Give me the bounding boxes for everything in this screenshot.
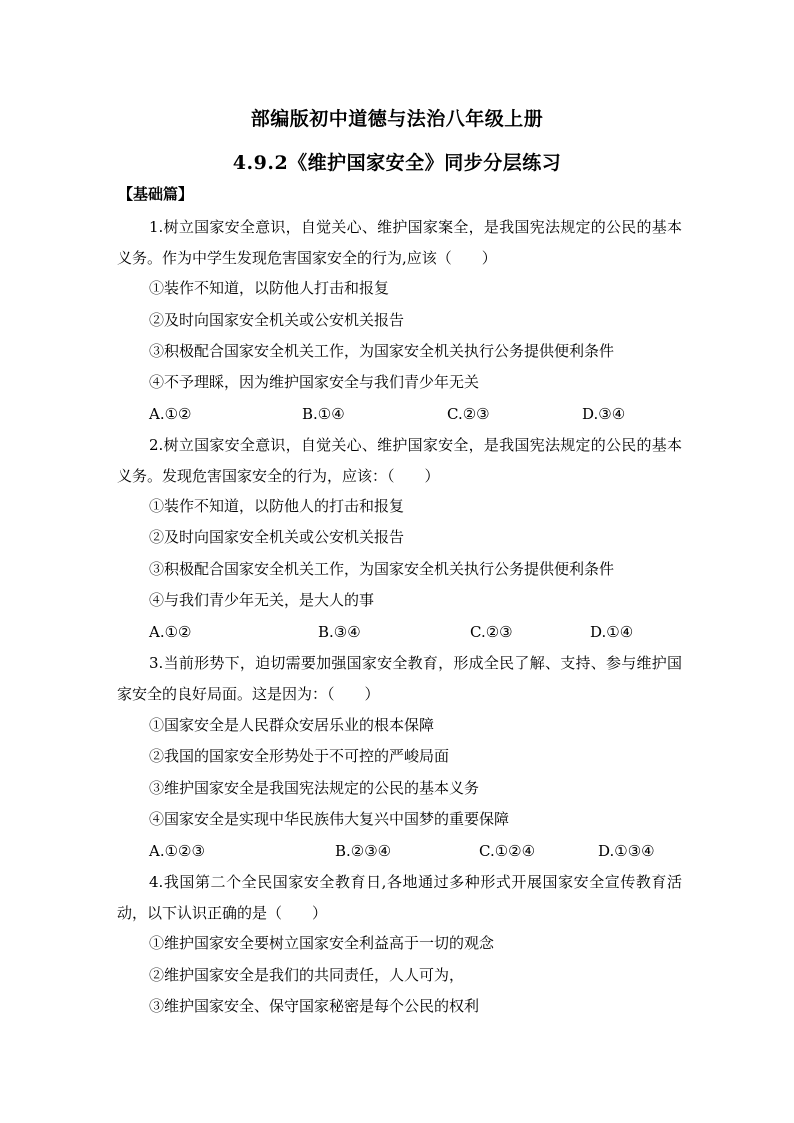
question-2-option-4: ④与我们青少年无关，是大人的事 [149,591,375,609]
question-3-option-2: ②我国的国家安全形势处于不可控的严峻局面 [149,747,450,765]
question-3-answer-c: C.①②④ [479,842,536,860]
question-2-stem: 2.树立国家安全意识，自觉关心、维护国家安全，是我国宪法规定的公民的基本义务。发现危害国家安全的行为，应该：（ ） [117,436,682,485]
question-3-option-4: ④国家安全是实现中华民族伟大复兴中国梦的重要保障 [149,810,510,828]
question-4-option-3: ③维护国家安全、保守国家秘密是每个公民的权利 [149,997,480,1015]
question-3-option-3: ③维护国家安全是我国宪法规定的公民的基本义务 [149,779,480,797]
question-2-answer-b: B.③④ [318,623,361,641]
question-2-option-2: ②及时向国家安全机关或公安机关报告 [149,528,405,546]
question-3-stem: 3.当前形势下，迫切需要加强国家安全教育，形成全民了解、支持、参与维护国家安全的良好局面。这是因为：（ ） [117,654,682,703]
question-1-answer-d: D.③④ [582,405,626,423]
question-1-answer-a: A.①② [149,405,192,423]
question-1-option-2: ②及时向国家安全机关或公安机关报告 [149,311,405,329]
question-3-option-1: ①国家安全是人民群众安居乐业的根本保障 [149,716,435,734]
question-1-stem: 1.树立国家安全意识，自觉关心、维护国家案全，是我国宪法规定的公民的基本义务。作为中学生发现危害国家安全的行为,应该（ ） [117,218,682,267]
question-2-answer-c: C.②③ [470,623,513,641]
question-4-option-1: ①维护国家安全要树立国家安全利益高于一切的观念 [149,934,495,952]
question-3-answer-d: D.①③④ [598,842,655,860]
question-1-answer-b: B.①④ [302,405,345,423]
question-2-option-1: ①装作不知道，以防他人的打击和报复 [149,497,405,515]
question-3-answer-b: B.②③④ [335,842,392,860]
question-2-answer-d: D.①④ [590,623,634,641]
question-2-option-3: ③积极配合国家安全机关工作，为国家安全机关执行公务提供便利条件 [149,560,615,578]
question-1-option-4: ④不予理睬，因为维护国家安全与我们青少年无关 [149,373,480,391]
question-4-stem: 4.我国第二个全民国家安全教育日,各地通过多种形式开展国家安全宣传教育活动，以下认识正确的是（ ） [117,873,682,922]
question-2-answer-a: A.①② [149,623,192,641]
page-title: 部编版初中道德与法治八年级上册 [250,108,544,130]
section-heading: 【基础篇】 [118,185,194,203]
question-3-answer-a: A.①②③ [149,842,205,860]
question-4-option-2: ②维护国家安全是我们的共同责任，人人可为， [149,966,465,984]
question-1-option-3: ③积极配合国家安全机关工作，为国家安全机关执行公务提供便利条件 [149,342,615,360]
page-subtitle: 4.9.2《维护国家安全》同步分层练习 [232,152,562,174]
question-1-option-1: ①装作不知道，以防他人打击和报复 [149,279,390,297]
question-1-answer-c: C.②③ [447,405,490,423]
